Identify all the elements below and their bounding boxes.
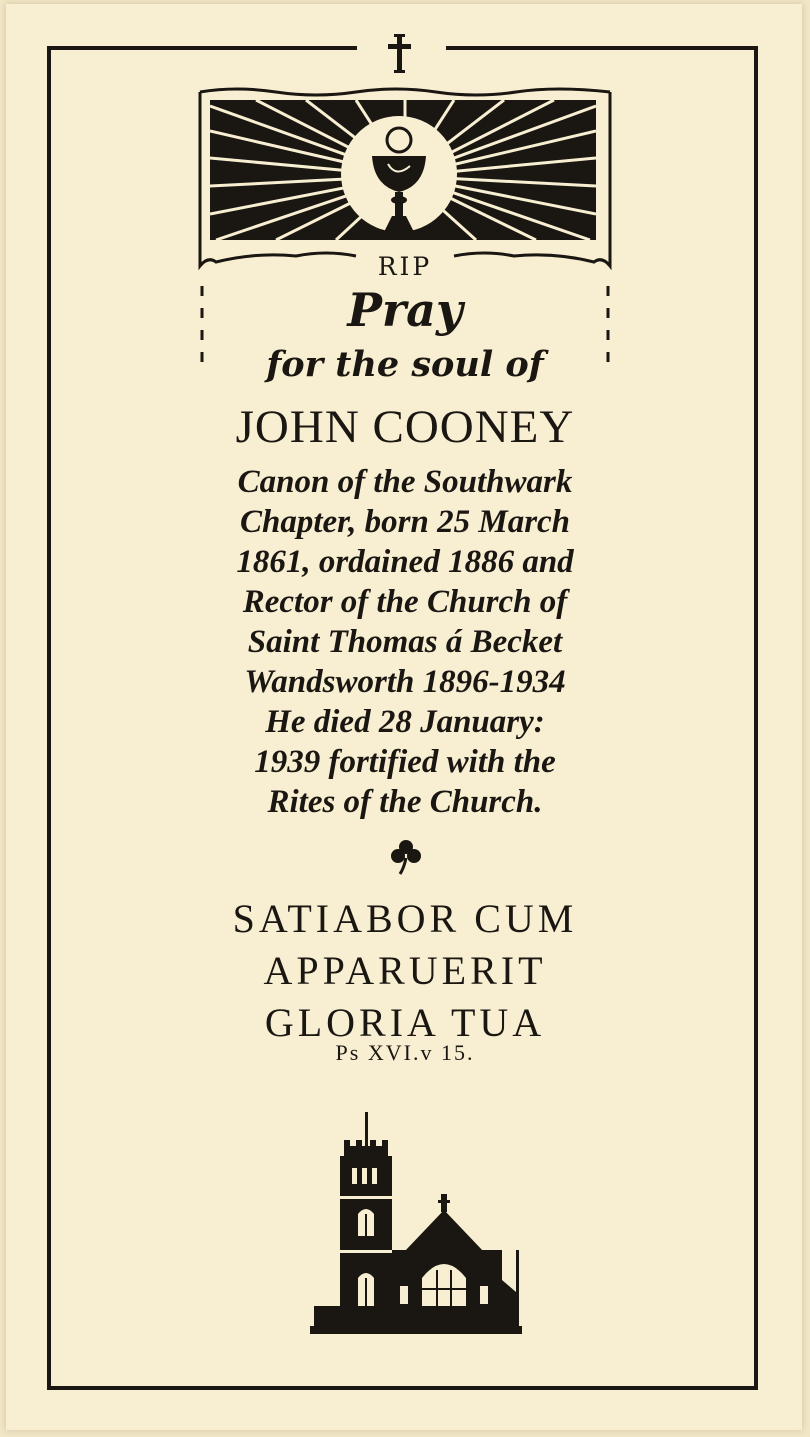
shamrock-icon xyxy=(389,838,423,876)
bio-line: 1861, ordained 1886 and xyxy=(236,544,574,580)
border-top-left xyxy=(47,46,357,50)
bio-line: 1939 fortified with the xyxy=(254,744,556,780)
latin-line: SATIABOR CUM xyxy=(232,896,578,941)
for-the-soul-heading: for the soul of xyxy=(266,344,544,385)
pray-heading: Pray xyxy=(347,283,463,337)
bio-line: Saint Thomas á Becket xyxy=(247,624,563,660)
bio-line: Wandsworth 1896-1934 xyxy=(244,664,566,700)
bio-line: Rites of the Church. xyxy=(267,784,543,820)
latin-line: GLORIA TUA xyxy=(264,1000,546,1045)
church-icon xyxy=(304,1110,528,1340)
border-top-right xyxy=(446,46,758,50)
psalm-citation: Ps XVI.v 15. xyxy=(335,1040,475,1065)
biography xyxy=(0,462,810,822)
bio-line: He died 28 January: xyxy=(265,704,545,740)
bio-line: Canon of the Southwark xyxy=(237,464,573,500)
rip-heading: RIP xyxy=(377,252,433,281)
latin-inscription xyxy=(0,893,810,1049)
deceased-name: JOHN COONEY xyxy=(235,401,575,453)
latin-line: APPARUERIT xyxy=(263,948,547,993)
border-bottom xyxy=(47,1386,758,1390)
bio-line: Rector of the Church of xyxy=(242,584,568,620)
cross-icon xyxy=(380,32,420,76)
bio-line: Chapter, born 25 March xyxy=(239,504,571,540)
